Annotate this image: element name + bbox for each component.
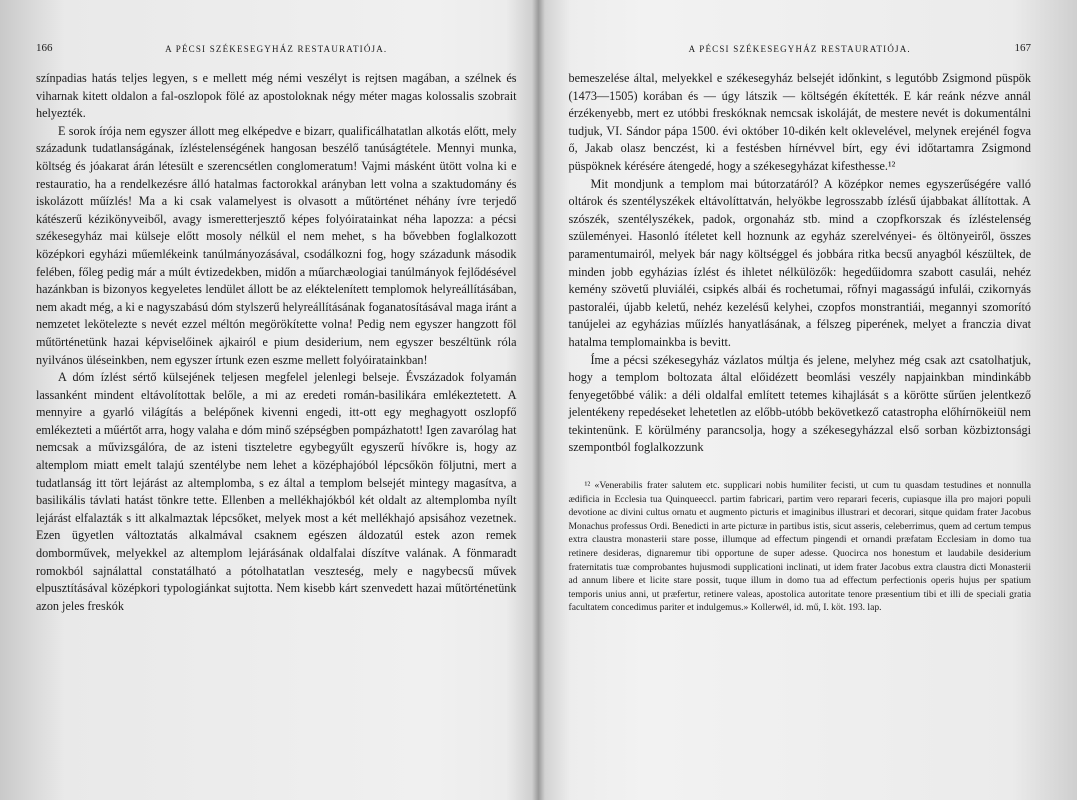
right-running-title: A PÉCSI SZÉKESEGYHÁZ RESTAURATIÓJA. — [688, 44, 911, 54]
footnote-text: ¹² «Venerabilis frater salutem etc. supplicari nobis humiliter fecisti, ut cum tu quasdam testudines et nonnulla ædificia in Ecclesia tua Quinqueeccl. partim fabricari, partim vero reparari feceris, cupiasque illa pro majori populi devotione ac divini cultus ornatu et augmento picturis et imaginibus illustrari et decorari, sitque quidam frater Jacobus Monachus professus Ordi. Benedicti in arte picturæ in partibus istis, sicut asseris, celeberrimus, quem ad certum tempus extra claustra monasterii stare posse, illumque ad effectum pingendi et ornandi præfatam Ecclesiam in domo tua retinere desideras, dignaremur tibi opportune de super adesse. Quocirca nos honestum et laudabile desiderium fraternitatis tuæ comprobantes hujusmodi supplicationi inclinati, ut idem frater Jacobus extra claustra dicti Monasterii ad annum libere et licite stare possit, tuque illum in domo tua ad effectum perfectionis operis hujus per spatium temporis unius anni, ut præfertur, retinere valeas, apostolica autoritate tenore præsentium tibi et illi de speciali gratia facultatem concedimus pariter et indulgemus.» Kollerwél, id. mű, I. köt. 193. lap. — [568, 480, 1031, 614]
right-paragraph-3: Íme a pécsi székesegyház vázlatos múltja és jelene, melyhez még csak azt csatolhatjuk, hogy a templom boltozata által előidézett beomlási veszély napjainkban mindinkább fenyegetőbbé válik: a déli oldalfal említett tetemes kihajlását s a körötte sűrűen jelentkező jelentékeny repedéseket lehetetlen az előbb-utóbb bekövetkező catastropha előhírnökeiül nem tekintenünk. E körülmény parancsolja, hogy a székesegyházzal első sorban közbiztonsági szempontból foglalkozzunk — [568, 352, 1031, 455]
right-body-text — [569, 70, 1032, 457]
left-paragraph-2: E sorok írója nem egyszer állott meg elképedve e bizarr, qualificálhatatlan alkotás előtt, mely századunk tudatlanságának, ízléstelenségének hangosan beszélő tanúságtétele. Mennyi munka, költség és jóakarat árán létesült e szerencsétlen conglomeratum! Vajmi másként ütött volna ki e restauratio, ha a rendelkezésre álló hatalmas factorokkal arányban lett volna a szaktudomány és iskolázott műízlés! Ma a ki csak valamelyest is olvasott a műtörténet néhány ívre terjedő kátészerű kézikönyveiből, avagy ismeretterjesztő képes folyóiratainkat néha lapozza: a pécsi székesegyház mai külseje előtt mosoly nélkül el nem mehet, s ha bővebben foglalkozott középkori egyházi műemlékeink tanúlmányozásával, csodálkozni fog, hogy századunk második felében, főleg pedig már a múlt évtizedekben, midőn a műarchæologiai tanúlmányok fejlődésével hazánkban is bizonyos kegyeletes lendület állott be az eléktelenített templomok helyreállításában, nem akadt még, a ki e nagyszabású dóm stylszerű helyreállításának foganatosításával maga iránt a nemzetet lekötelezte s nevét ezzel méltón megörökítette volna! Pedig nem egyszer hangzott föl műtörténetünk hazai képviselőinek ajkairól e pium desiderium, nem egyszer beszéltünk róla nyilvános üléseinkben, nem egyszer írtunk ezen eszme mellett folyóiratainkban! — [36, 123, 517, 367]
right-running-head — [569, 40, 1032, 62]
left-paragraph-3: A dóm ízlést sértő külsejének teljesen megfelel jelenlegi belseje. Évszázadok folyamán lassanként mindent eltávolítottak belőle, a mi az eredeti román-basilikára emlékeztetett. A mennyire a gyarló világítás a belépőnek kivenni engedi, itt-ott egy meghagyott oszlopfő emlékezteti a műértőt arra, hogy valaha e dóm minő szépségben pompázhatott! Igen zavarólag hat nemcsak a művizsgálóra, de az isteni tiszteletre egybegyűlt egyszerű hívőkre is, hogy az altemplom miatt emelt talajú szentélybe nem lehet a középhajóból lépcsőkön följutni, mert a tudatlanság itt tört lejárást az altemplomba, s ez által a templom belsejét mintegy magasítva, a basilikális távlati hatást tönkre tette. Ellenben a mellékhajókból két oldalt az altemplomba nyílt lejárást elfalazták s itt alkalmaztak lépcsőket, melyek most a két mellékhajó apsisához vezetnek. Ezen ügyetlen változtatás alkalmával csaknem egészen áldozatúl estek azon remek domborművek, melyekkel az altemplom lejárásának oldalfalai díszítve valának. A fönmaradt romokból sajnálattal constatálható a pótolhatatlan veszteség, mely e nagybecsű művek elpusztításával középkori typologiánkat sujtotta. Nem kisebb kárt szenvedett hazai műtörténetünk azon jeles freskók — [36, 370, 517, 613]
left-paragraph-1: színpadias hatás teljes legyen, s e mellett még némi veszélyt is rejtsen magában, a szélnek és viharnak kitett oldalon a fal-oszlopok fölé az apostoloknak négy méter magas kolossalis szobrait helyezték. — [36, 71, 517, 121]
right-paragraph-1: bemeszelése által, melyekkel e székesegyház belsejét időnkint, s legutóbb Zsigmond püspök (1473—1505) korában és — úgy látszik — költségén ékítették. E kár reánk nézve annál érzékenyebb, mert ez utóbbi freskóknak nemcsak iskoláját, de mestere nevét is dokumentálni tudjuk, VI. Sándor pápa 1500. évi október 10-dikén kelt oklevelével, melynek erejénél fogva ő, Jakab olasz benczést, ki a festésben hírnévvel bírt, egy évi időtartamra Zsigmond püspöknek kérésére átengedé, hogy a székesegyházat kifesthesse.¹² — [568, 71, 1031, 173]
left-running-head — [36, 40, 517, 62]
left-running-title: A PÉCSI SZÉKESEGYHÁZ RESTAURATIÓJA. — [165, 44, 388, 54]
right-page — [539, 0, 1077, 800]
right-paragraph-2: Mit mondjunk a templom mai bútorzatáról? A középkor nemes egyszerűségére valló oltárok és szentélyszékek eltávolíttatván, helyökbe legrosszabb ízlésű újabbakat állítottak. A szószék, szentélyszékek, padok, orgonaház stb. mind a czopfkorszak és ízléstelenség szüleményei. Hasonló ítéletet kell hoznunk az egyház szerelvényei- és öltönyeiről, összes paramentumairól, melyek bár nagy költséggel és jobbára ritka becsű anyagból készültek, de minden jobb egyházias ízlést és ihletet nélkülözők: hegedűidomra szabott casulái, nehéz kemény szövetű pluviáléi, csipkés albái és rochetumai, rőfnyi magasságú infulái, czikornyás pastoraléi, újabb keletű, nehéz kezelésű kelyhei, czopfos monstrantiái, megannyi szomorító tanújelei az egyházias műízlés hanyatlásának, a félszeg piperének, melyet a franczia divat hatalma templomainkba is bevitt. — [568, 176, 1031, 349]
left-body-text — [36, 70, 517, 615]
right-page-number: 167 — [1014, 42, 1031, 54]
left-page-number: 166 — [36, 42, 53, 54]
footnote — [569, 479, 1032, 615]
